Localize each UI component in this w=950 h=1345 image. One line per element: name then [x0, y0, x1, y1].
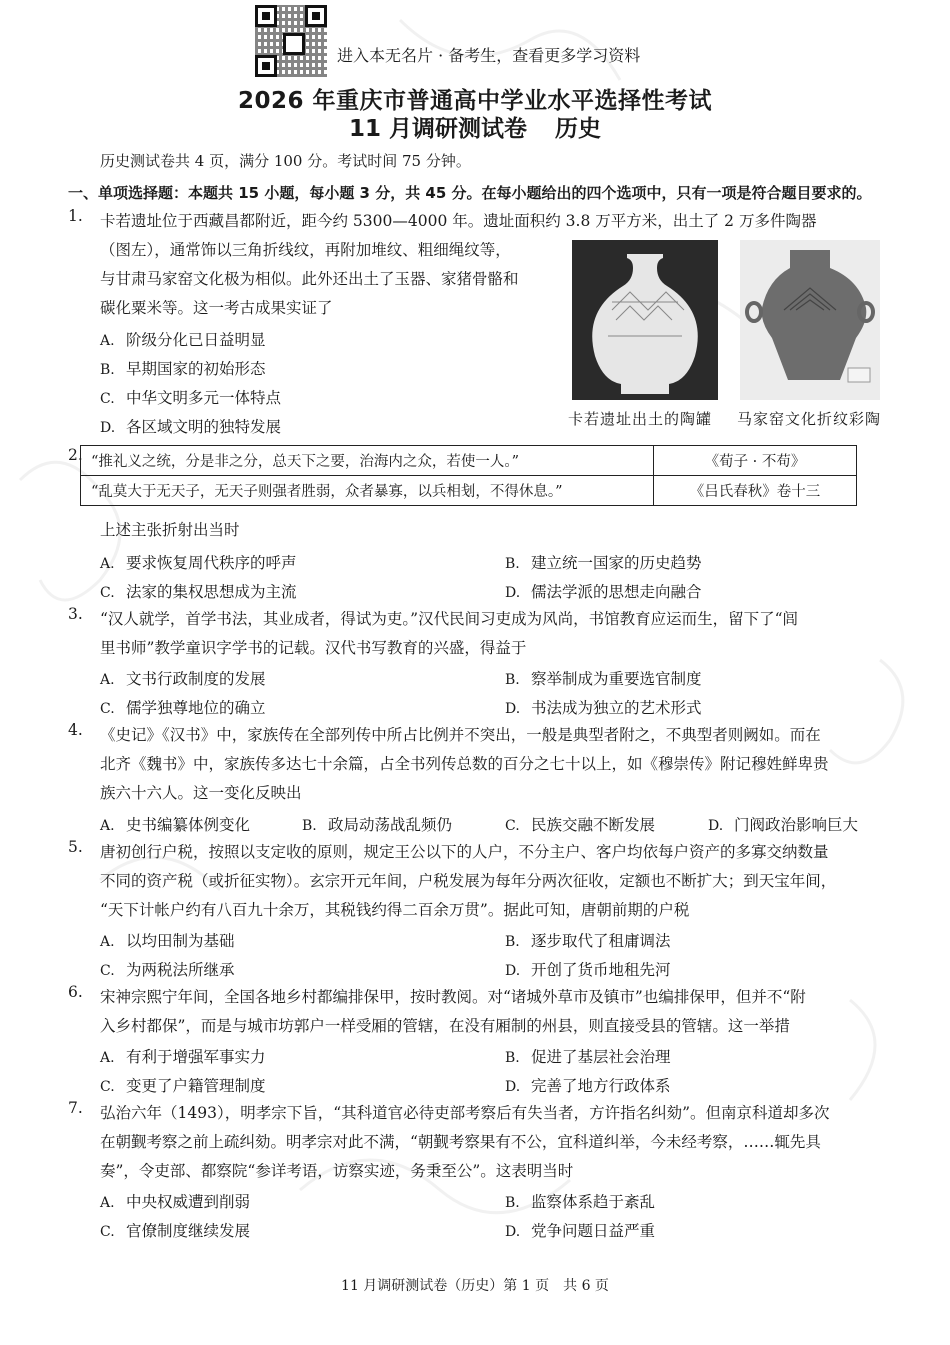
- option-c[interactable]: C. 民族交融不断发展: [505, 816, 656, 834]
- option-c[interactable]: C. 变更了户籍管理制度: [100, 1077, 266, 1095]
- quote-cell: “乱莫大于无天子，无天子则强者胜弱，众者暴寡，以兵相刬，不得休息。”: [81, 476, 654, 506]
- question-stem-line: （图左），通常饰以三角折线纹，再附加堆纹、粗细绳纹等，: [100, 241, 511, 259]
- page-footer: 11 月调研测试卷（历史）第 1 页 共 6 页: [341, 1278, 609, 1294]
- exam-subtitle: [0, 110, 950, 143]
- image-caption: 马家窑文化折纹彩陶: [737, 410, 882, 428]
- option-b[interactable]: B. 监察体系趋于紊乱: [505, 1193, 656, 1211]
- qr-code-icon[interactable]: [255, 5, 327, 77]
- option-a[interactable]: A. 中央权威遭到削弱: [100, 1193, 251, 1211]
- exam-subtitle-main: 11 月调研测试卷: [348, 116, 527, 142]
- option-c[interactable]: C. 官僚制度继续发展: [100, 1222, 251, 1240]
- promo-text: 进入本无名片 · 备考生，查看更多学习资料: [337, 45, 641, 65]
- exam-title: 2026 年重庆市普通高中学业水平选择性考试: [237, 88, 713, 114]
- option-a[interactable]: A. 以均田制为基础: [100, 932, 235, 950]
- section-heading: 一、单项选择题：本题共 15 小题，每小题 3 分，共 45 分。在每小题给出的四个选项中，只有一项是符合题目要求的。: [68, 184, 872, 202]
- quote-cell: “推礼义之统，分是非之分，总天下之要，治海内之众，若使一人。”: [81, 446, 654, 476]
- page-header: [255, 5, 640, 77]
- option-d[interactable]: D. 儒法学派的思想走向融合: [505, 583, 702, 601]
- question-stem-line: 北齐《魏书》中，家族传多达七十余篇，占全书列传总数的百分之七十以上，如《穆崇传》附记穆姓鲜卑贵: [100, 755, 829, 773]
- option-b[interactable]: B. 逐步取代了租庸调法: [505, 932, 671, 950]
- option-b[interactable]: B. 政局动荡战乱频仍: [302, 816, 453, 834]
- question-number: 3.: [68, 605, 83, 623]
- question-stem-line: 不同的资产税（或折征实物）。玄宗开元年间，户税发展为每年分两次征收，定额也不断扩大；到天宝年间，: [100, 872, 837, 890]
- question-number: 1.: [68, 207, 83, 225]
- option-d[interactable]: D. 书法成为独立的艺术形式: [505, 699, 702, 717]
- option-a[interactable]: A. 有利于增强军事实力: [100, 1048, 266, 1066]
- question-stem-line: “天下计帐户约有八百九十余万，其税钱约得二百余万贯”。据此可知，唐朝前期的户税: [100, 901, 690, 919]
- exam-note: 历史测试卷共 4 页，满分 100 分。考试时间 75 分钟。: [100, 152, 471, 170]
- question-number: 2.: [68, 446, 83, 464]
- majiayao-pottery-image: [740, 240, 880, 400]
- source-cell: 《荀子 · 不苟》: [654, 446, 857, 476]
- question-stem-line: 宋神宗熙宁年间，全国各地乡村都编排保甲，按时教阅。对“诸城外草市及镇市”也编排保甲，但并不“附: [100, 988, 806, 1006]
- option-a[interactable]: A. 史书编纂体例变化: [100, 816, 251, 834]
- option-a[interactable]: A. 文书行政制度的发展: [100, 670, 266, 688]
- question-stem-line: 《史记》《汉书》中，家族传在全部列传中所占比例并不突出，一般是典型者附之，不典型者则阙如。而在: [100, 726, 821, 744]
- option-d[interactable]: D. 开创了货币地租先河: [505, 961, 671, 979]
- option-c[interactable]: C. 中华文明多元一体特点: [100, 389, 282, 407]
- image-caption: 卡若遗址出土的陶罐: [568, 410, 713, 428]
- question-number: 5.: [68, 838, 83, 856]
- option-c[interactable]: C. 儒学独尊地位的确立: [100, 699, 266, 717]
- question-stem-line: 在朝觐考察之前上疏纠劾。明孝宗对此不满，“朝觐考察果有不公，宜科道纠举，今未经考察，……辄先具: [100, 1133, 821, 1151]
- question-stem-line: 族六十六人。这一变化反映出: [100, 784, 302, 802]
- table-row: [81, 476, 857, 506]
- question-stem-line: 与甘肃马家窑文化极为相似。此外还出土了玉器、家猪骨骼和: [100, 270, 519, 288]
- option-a[interactable]: A. 阶级分化已日益明显: [100, 331, 266, 349]
- question-stem-line: 唐初创行户税，按照以支定收的原则，规定王公以下的人户，不分主户、客户均依每户资产的多寡交纳数量: [100, 843, 829, 861]
- option-d[interactable]: D. 门阀政治影响巨大: [708, 816, 859, 834]
- option-c[interactable]: C. 为两税法所继承: [100, 961, 235, 979]
- question-stem-line: 卡若遗址位于西藏昌都附近，距今约 5300—4000 年。遗址面积约 3.8 万平方米，出土了 2 万多件陶器: [100, 212, 817, 230]
- question-stem-line: “汉人就学，首学书法，其业成者，得试为吏。”汉代民间习吏成为风尚，书馆教育应运而生，留下了“闾: [100, 610, 799, 628]
- question-number: 4.: [68, 721, 83, 739]
- question-stem-line: 入乡村都保”，而是与城市坊郭户一样受厢的管辖，在没有厢制的州县，则直接受县的管辖。这一举措: [100, 1017, 790, 1035]
- option-d[interactable]: D. 完善了地方行政体系: [505, 1077, 671, 1095]
- option-c[interactable]: C. 法家的集权思想成为主流: [100, 583, 297, 601]
- question-stem-line: 碳化粟米等。这一考古成果实证了: [100, 299, 333, 317]
- question-number: 7.: [68, 1099, 83, 1117]
- question-number: 6.: [68, 983, 83, 1001]
- quotes-table: [80, 445, 857, 506]
- option-d[interactable]: D. 党争问题日益严重: [505, 1222, 656, 1240]
- question-stem-line: 弘治六年（1493），明孝宗下旨，“其科道官必待吏部考察后有失当者，方许指名纠劾”。但南京科道却多次: [100, 1104, 830, 1122]
- option-b[interactable]: B. 促进了基层社会治理: [505, 1048, 671, 1066]
- option-b[interactable]: B. 早期国家的初始形态: [100, 360, 266, 378]
- exam-subject: 历史: [555, 116, 601, 142]
- option-b[interactable]: B. 察举制成为重要选官制度: [505, 670, 702, 688]
- table-row: [81, 446, 857, 476]
- option-b[interactable]: B. 建立统一国家的历史趋势: [505, 554, 702, 572]
- option-d[interactable]: D. 各区域文明的独特发展: [100, 418, 282, 436]
- option-a[interactable]: A. 要求恢复周代秩序的呼声: [100, 554, 297, 572]
- question-stem-line: 里书师”教学童识字学书的记载。汉代书写教育的兴盛，得益于: [100, 639, 527, 657]
- question-stem-line: 上述主张折射出当时: [100, 521, 240, 539]
- question-stem-line: 奏”，令吏部、都察院“参详考语，访察实迹，务秉至公”。这表明当时: [100, 1162, 574, 1180]
- source-cell: 《吕氏春秋》卷十三: [654, 476, 857, 506]
- karuo-pottery-image: [572, 240, 718, 400]
